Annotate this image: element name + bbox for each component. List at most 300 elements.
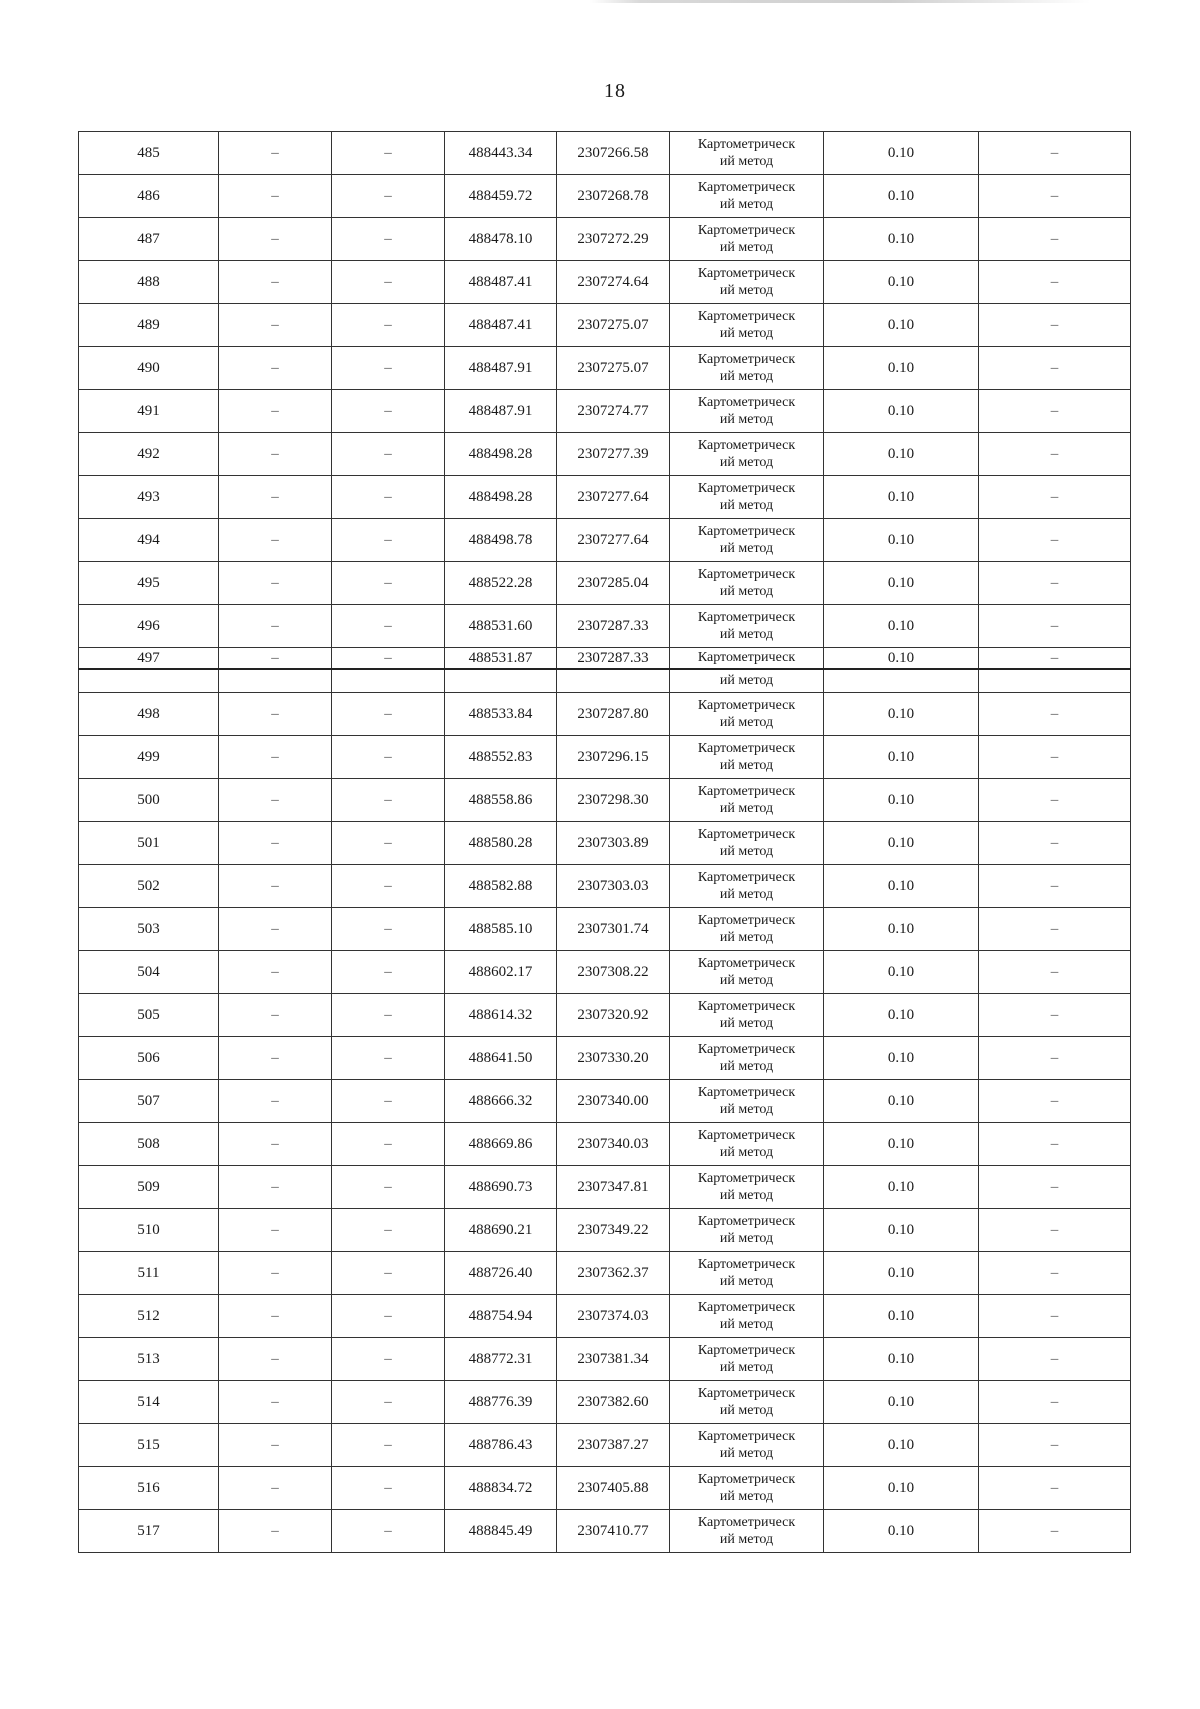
table-row (79, 1252, 1131, 1295)
method-line-2: ий метод (719, 1145, 774, 1160)
method-line-2: ий метод (719, 973, 774, 988)
empty-cell-1: – (219, 390, 332, 433)
table-row (79, 390, 1131, 433)
accuracy-cell: 0.10 (824, 736, 979, 779)
empty-cell-2: – (332, 390, 445, 433)
table-row (79, 951, 1131, 994)
method-line-1: Картометрическ (697, 870, 796, 885)
continuation-empty-cell (445, 669, 557, 693)
y-coordinate-cell: 2307340.00 (557, 1080, 670, 1123)
table-row-continuation (79, 669, 1131, 693)
y-coordinate-cell: 2307340.03 (557, 1123, 670, 1166)
y-coordinate-cell: 2307275.07 (557, 347, 670, 390)
method-cell (670, 1252, 824, 1295)
method-line-1: Картометрическ (697, 180, 796, 195)
method-line-2: ий метод (719, 801, 774, 816)
method-line-2: ий метод (719, 844, 774, 859)
y-coordinate-cell: 2307303.89 (557, 822, 670, 865)
table-row (79, 433, 1131, 476)
empty-cell-3: – (979, 736, 1131, 779)
x-coordinate-cell: 488487.41 (445, 261, 557, 304)
table-row (79, 1338, 1131, 1381)
method-line-1: Картометрическ (697, 741, 796, 756)
x-coordinate-cell: 488614.32 (445, 994, 557, 1037)
empty-cell-3: – (979, 175, 1131, 218)
method-line-2: ий метод (719, 1059, 774, 1074)
empty-cell-2: – (332, 648, 445, 670)
y-coordinate-cell: 2307410.77 (557, 1510, 670, 1553)
accuracy-cell: 0.10 (824, 476, 979, 519)
method-line-1: Картометрическ (697, 784, 796, 799)
accuracy-cell: 0.10 (824, 648, 979, 670)
empty-cell-3: – (979, 648, 1131, 670)
accuracy-cell: 0.10 (824, 865, 979, 908)
accuracy-cell: 0.10 (824, 1338, 979, 1381)
method-line-1: Картометрическ (697, 999, 796, 1014)
point-number-cell: 516 (79, 1467, 219, 1510)
x-coordinate-cell: 488641.50 (445, 1037, 557, 1080)
table-row (79, 779, 1131, 822)
point-number-cell: 500 (79, 779, 219, 822)
accuracy-cell: 0.10 (824, 1295, 979, 1338)
y-coordinate-cell: 2307382.60 (557, 1381, 670, 1424)
method-line-2: ий метод (719, 197, 774, 212)
empty-cell-3: – (979, 347, 1131, 390)
y-coordinate-cell: 2307285.04 (557, 562, 670, 605)
empty-cell-1: – (219, 562, 332, 605)
table-row (79, 1037, 1131, 1080)
y-coordinate-cell: 2307330.20 (557, 1037, 670, 1080)
x-coordinate-cell: 488487.91 (445, 390, 557, 433)
point-number-cell: 503 (79, 908, 219, 951)
empty-cell-1: – (219, 132, 332, 175)
x-coordinate-cell: 488845.49 (445, 1510, 557, 1553)
x-coordinate-cell: 488478.10 (445, 218, 557, 261)
empty-cell-3: – (979, 994, 1131, 1037)
table-row (79, 519, 1131, 562)
empty-cell-2: – (332, 519, 445, 562)
empty-cell-2: – (332, 1381, 445, 1424)
empty-cell-1: – (219, 1166, 332, 1209)
x-coordinate-cell: 488531.87 (445, 648, 557, 670)
method-line-2: ий метод (719, 930, 774, 945)
method-line-1: Картометрическ (697, 1042, 796, 1057)
empty-cell-1: – (219, 1252, 332, 1295)
method-cell (670, 1037, 824, 1080)
point-number-cell: 517 (79, 1510, 219, 1553)
empty-cell-1: – (219, 1080, 332, 1123)
y-coordinate-cell: 2307387.27 (557, 1424, 670, 1467)
table-row (79, 175, 1131, 218)
table-row (79, 1510, 1131, 1553)
method-line-2: ий метод (719, 1188, 774, 1203)
empty-cell-1: – (219, 1424, 332, 1467)
table-row (79, 736, 1131, 779)
empty-cell-3: – (979, 1510, 1131, 1553)
empty-cell-3: – (979, 1381, 1131, 1424)
method-line-1: Картометрическ (697, 913, 796, 928)
empty-cell-3: – (979, 1166, 1131, 1209)
empty-cell-3: – (979, 1252, 1131, 1295)
table-row (79, 1424, 1131, 1467)
empty-cell-2: – (332, 994, 445, 1037)
empty-cell-3: – (979, 1295, 1131, 1338)
empty-cell-2: – (332, 1510, 445, 1553)
empty-cell-1: – (219, 736, 332, 779)
y-coordinate-cell: 2307272.29 (557, 218, 670, 261)
empty-cell-1: – (219, 648, 332, 670)
x-coordinate-cell: 488666.32 (445, 1080, 557, 1123)
point-number-cell: 485 (79, 132, 219, 175)
accuracy-cell: 0.10 (824, 562, 979, 605)
empty-cell-2: – (332, 605, 445, 648)
method-line-2: ий метод (719, 1274, 774, 1289)
point-number-cell: 496 (79, 605, 219, 648)
empty-cell-1: – (219, 1338, 332, 1381)
table-row (79, 261, 1131, 304)
method-line-1: Картометрическ (697, 567, 796, 582)
empty-cell-2: – (332, 1037, 445, 1080)
method-cell (670, 1123, 824, 1166)
point-number-cell: 490 (79, 347, 219, 390)
method-cell-continuation (670, 669, 824, 693)
point-number-cell: 505 (79, 994, 219, 1037)
accuracy-cell: 0.10 (824, 433, 979, 476)
point-number-cell: 499 (79, 736, 219, 779)
x-coordinate-cell: 488498.78 (445, 519, 557, 562)
table-row (79, 218, 1131, 261)
empty-cell-1: – (219, 476, 332, 519)
empty-cell-3: – (979, 218, 1131, 261)
y-coordinate-cell: 2307362.37 (557, 1252, 670, 1295)
method-cell (670, 1080, 824, 1123)
method-line-2: ий метод (719, 1360, 774, 1375)
accuracy-cell: 0.10 (824, 779, 979, 822)
y-coordinate-cell: 2307274.64 (557, 261, 670, 304)
empty-cell-1: – (219, 1381, 332, 1424)
method-line-1: Картометрическ (697, 1128, 796, 1143)
y-coordinate-cell: 2307308.22 (557, 951, 670, 994)
empty-cell-3: – (979, 605, 1131, 648)
point-number-cell: 512 (79, 1295, 219, 1338)
empty-cell-3: – (979, 951, 1131, 994)
method-cell (670, 736, 824, 779)
continuation-empty-cell (219, 669, 332, 693)
accuracy-cell: 0.10 (824, 1166, 979, 1209)
method-line-1: Картометрическ (697, 698, 796, 713)
method-line-1: Картометрическ (697, 1472, 796, 1487)
point-number-cell: 513 (79, 1338, 219, 1381)
method-line-2: ий метод (719, 541, 774, 556)
x-coordinate-cell: 488498.28 (445, 433, 557, 476)
empty-cell-2: – (332, 779, 445, 822)
empty-cell-2: – (332, 433, 445, 476)
empty-cell-2: – (332, 1123, 445, 1166)
y-coordinate-cell: 2307349.22 (557, 1209, 670, 1252)
table-row (79, 908, 1131, 951)
empty-cell-2: – (332, 951, 445, 994)
method-line-2: ий метод (719, 326, 774, 341)
x-coordinate-cell: 488522.28 (445, 562, 557, 605)
table-row (79, 994, 1131, 1037)
y-coordinate-cell: 2307303.03 (557, 865, 670, 908)
empty-cell-1: – (219, 908, 332, 951)
method-line-2: ий метод (719, 673, 774, 688)
coordinates-table-container (78, 131, 1130, 1553)
method-line-1: Картометрическ (697, 1386, 796, 1401)
method-cell (670, 390, 824, 433)
method-line-1: Картометрическ (697, 223, 796, 238)
accuracy-cell: 0.10 (824, 390, 979, 433)
y-coordinate-cell: 2307275.07 (557, 304, 670, 347)
accuracy-cell: 0.10 (824, 1209, 979, 1252)
coordinates-table (78, 131, 1131, 1553)
accuracy-cell: 0.10 (824, 519, 979, 562)
point-number-cell: 487 (79, 218, 219, 261)
method-line-1: Картометрическ (697, 650, 796, 665)
method-line-1: Картометрическ (697, 137, 796, 152)
accuracy-cell: 0.10 (824, 304, 979, 347)
empty-cell-1: – (219, 1123, 332, 1166)
empty-cell-2: – (332, 1295, 445, 1338)
accuracy-cell: 0.10 (824, 1510, 979, 1553)
empty-cell-3: – (979, 1080, 1131, 1123)
accuracy-cell: 0.10 (824, 951, 979, 994)
method-cell (670, 476, 824, 519)
accuracy-cell: 0.10 (824, 1252, 979, 1295)
method-cell (670, 347, 824, 390)
empty-cell-2: – (332, 304, 445, 347)
x-coordinate-cell: 488531.60 (445, 605, 557, 648)
empty-cell-2: – (332, 347, 445, 390)
table-row (79, 822, 1131, 865)
method-line-2: ий метод (719, 1446, 774, 1461)
method-line-1: Картометрическ (697, 1214, 796, 1229)
point-number-cell: 510 (79, 1209, 219, 1252)
table-row (79, 304, 1131, 347)
point-number-cell: 506 (79, 1037, 219, 1080)
method-cell (670, 693, 824, 736)
empty-cell-1: – (219, 1295, 332, 1338)
method-line-2: ий метод (719, 584, 774, 599)
method-line-1: Картометрическ (697, 481, 796, 496)
method-cell (670, 519, 824, 562)
point-number-cell: 491 (79, 390, 219, 433)
point-number-cell: 504 (79, 951, 219, 994)
x-coordinate-cell: 488726.40 (445, 1252, 557, 1295)
x-coordinate-cell: 488487.41 (445, 304, 557, 347)
method-cell (670, 1467, 824, 1510)
empty-cell-3: – (979, 519, 1131, 562)
method-line-1: Картометрическ (697, 1429, 796, 1444)
empty-cell-3: – (979, 562, 1131, 605)
empty-cell-2: – (332, 1252, 445, 1295)
x-coordinate-cell: 488487.91 (445, 347, 557, 390)
method-cell (670, 562, 824, 605)
empty-cell-1: – (219, 261, 332, 304)
x-coordinate-cell: 488459.72 (445, 175, 557, 218)
point-number-cell: 514 (79, 1381, 219, 1424)
table-row (79, 132, 1131, 175)
method-cell (670, 132, 824, 175)
method-line-2: ий метод (719, 369, 774, 384)
x-coordinate-cell: 488776.39 (445, 1381, 557, 1424)
continuation-empty-cell (557, 669, 670, 693)
method-cell (670, 1381, 824, 1424)
empty-cell-3: – (979, 865, 1131, 908)
x-coordinate-cell: 488580.28 (445, 822, 557, 865)
method-line-1: Картометрическ (697, 956, 796, 971)
method-cell (670, 648, 824, 670)
table-row (79, 605, 1131, 648)
continuation-empty-cell (824, 669, 979, 693)
empty-cell-3: – (979, 304, 1131, 347)
scan-artifact (590, 0, 1090, 3)
accuracy-cell: 0.10 (824, 908, 979, 951)
empty-cell-3: – (979, 476, 1131, 519)
method-line-1: Картометрическ (697, 1515, 796, 1530)
empty-cell-2: – (332, 1209, 445, 1252)
x-coordinate-cell: 488834.72 (445, 1467, 557, 1510)
table-row (79, 1166, 1131, 1209)
continuation-empty-cell (979, 669, 1131, 693)
empty-cell-3: – (979, 433, 1131, 476)
empty-cell-3: – (979, 1424, 1131, 1467)
point-number-cell: 515 (79, 1424, 219, 1467)
method-line-2: ий метод (719, 1016, 774, 1031)
y-coordinate-cell: 2307381.34 (557, 1338, 670, 1381)
empty-cell-1: – (219, 779, 332, 822)
accuracy-cell: 0.10 (824, 347, 979, 390)
y-coordinate-cell: 2307296.15 (557, 736, 670, 779)
method-line-1: Картометрическ (697, 1085, 796, 1100)
accuracy-cell: 0.10 (824, 1123, 979, 1166)
empty-cell-3: – (979, 693, 1131, 736)
x-coordinate-cell: 488772.31 (445, 1338, 557, 1381)
table-row (79, 1381, 1131, 1424)
table-row (79, 865, 1131, 908)
method-line-2: ий метод (719, 1489, 774, 1504)
accuracy-cell: 0.10 (824, 218, 979, 261)
accuracy-cell: 0.10 (824, 994, 979, 1037)
empty-cell-3: – (979, 822, 1131, 865)
accuracy-cell: 0.10 (824, 822, 979, 865)
method-line-2: ий метод (719, 240, 774, 255)
method-line-2: ий метод (719, 154, 774, 169)
empty-cell-3: – (979, 779, 1131, 822)
x-coordinate-cell: 488754.94 (445, 1295, 557, 1338)
method-cell (670, 304, 824, 347)
x-coordinate-cell: 488533.84 (445, 693, 557, 736)
x-coordinate-cell: 488602.17 (445, 951, 557, 994)
table-body (79, 132, 1131, 1553)
accuracy-cell: 0.10 (824, 1467, 979, 1510)
method-line-1: Картометрическ (697, 1300, 796, 1315)
y-coordinate-cell: 2307320.92 (557, 994, 670, 1037)
method-line-2: ий метод (719, 283, 774, 298)
point-number-cell: 493 (79, 476, 219, 519)
method-cell (670, 1295, 824, 1338)
x-coordinate-cell: 488585.10 (445, 908, 557, 951)
x-coordinate-cell: 488552.83 (445, 736, 557, 779)
method-line-1: Картометрическ (697, 438, 796, 453)
empty-cell-2: – (332, 1424, 445, 1467)
empty-cell-2: – (332, 1467, 445, 1510)
point-number-cell: 489 (79, 304, 219, 347)
table-row (79, 1080, 1131, 1123)
empty-cell-2: – (332, 562, 445, 605)
x-coordinate-cell: 488690.73 (445, 1166, 557, 1209)
method-line-2: ий метод (719, 455, 774, 470)
method-line-1: Картометрическ (697, 266, 796, 281)
method-cell (670, 605, 824, 648)
y-coordinate-cell: 2307301.74 (557, 908, 670, 951)
empty-cell-2: – (332, 736, 445, 779)
y-coordinate-cell: 2307287.33 (557, 648, 670, 670)
y-coordinate-cell: 2307287.33 (557, 605, 670, 648)
empty-cell-1: – (219, 822, 332, 865)
method-cell (670, 1166, 824, 1209)
accuracy-cell: 0.10 (824, 605, 979, 648)
method-cell (670, 218, 824, 261)
method-line-2: ий метод (719, 1317, 774, 1332)
empty-cell-1: – (219, 1037, 332, 1080)
method-line-2: ий метод (719, 758, 774, 773)
empty-cell-1: – (219, 304, 332, 347)
point-number-cell: 511 (79, 1252, 219, 1295)
method-cell (670, 951, 824, 994)
point-number-cell: 509 (79, 1166, 219, 1209)
accuracy-cell: 0.10 (824, 132, 979, 175)
x-coordinate-cell: 488443.34 (445, 132, 557, 175)
empty-cell-1: – (219, 347, 332, 390)
y-coordinate-cell: 2307277.64 (557, 519, 670, 562)
method-cell (670, 865, 824, 908)
empty-cell-3: – (979, 1037, 1131, 1080)
empty-cell-1: – (219, 951, 332, 994)
method-line-2: ий метод (719, 498, 774, 513)
accuracy-cell: 0.10 (824, 1080, 979, 1123)
y-coordinate-cell: 2307298.30 (557, 779, 670, 822)
empty-cell-1: – (219, 175, 332, 218)
accuracy-cell: 0.10 (824, 175, 979, 218)
method-line-1: Картометрическ (697, 1343, 796, 1358)
point-number-cell: 488 (79, 261, 219, 304)
empty-cell-3: – (979, 1123, 1131, 1166)
y-coordinate-cell: 2307266.58 (557, 132, 670, 175)
point-number-cell: 492 (79, 433, 219, 476)
empty-cell-2: – (332, 132, 445, 175)
method-line-2: ий метод (719, 1403, 774, 1418)
empty-cell-3: – (979, 132, 1131, 175)
method-line-1: Картометрическ (697, 827, 796, 842)
method-line-2: ий метод (719, 627, 774, 642)
method-cell (670, 822, 824, 865)
point-number-cell: 497 (79, 648, 219, 670)
x-coordinate-cell: 488558.86 (445, 779, 557, 822)
method-line-2: ий метод (719, 1102, 774, 1117)
x-coordinate-cell: 488669.86 (445, 1123, 557, 1166)
page-number: 18 (604, 80, 626, 102)
method-line-1: Картометрическ (697, 524, 796, 539)
table-row (79, 648, 1131, 670)
x-coordinate-cell: 488498.28 (445, 476, 557, 519)
point-number-cell: 501 (79, 822, 219, 865)
empty-cell-2: – (332, 476, 445, 519)
method-cell (670, 1510, 824, 1553)
y-coordinate-cell: 2307277.64 (557, 476, 670, 519)
y-coordinate-cell: 2307405.88 (557, 1467, 670, 1510)
